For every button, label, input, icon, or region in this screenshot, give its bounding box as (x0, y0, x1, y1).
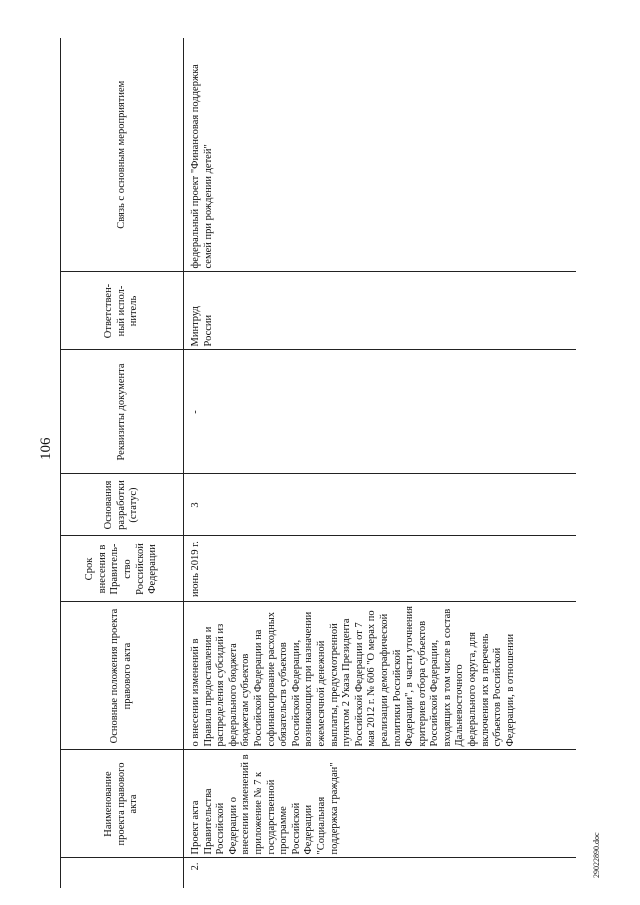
page-number: 106 (38, 437, 54, 460)
row-act-name: Проект акта Правительства Российской Федерации о внесении изменений в приложение № 7 к государственной программе Российской Федерации "Социальная поддержка граждан" (184, 750, 577, 858)
footer-document-code: 29022890.doc (592, 832, 601, 878)
row-basis: 3 (184, 474, 577, 536)
legal-acts-table (60, 38, 576, 888)
row-main-provisions: о внесении изменений в Правила предоставления и распределения субсидий из федерального бюджета бюджетам субъектов Российской Федерации на софинансирование расходных обязательств субъектов Российской Федерации, возникающих при назначении ежемесячной денежной выплаты, предусмотренной пунктом 2 Указа Президента Российской Федерации от 7 мая 2012 г. № 606 "О мерах по реализации демографической политики Российской Федерации", в части уточнения критериев отбора субъектов Российской Федерации, входящих в том числе в состав Дальневосточного федерального округа, для включения их в перечень субъектов Российской Федерации, в отношении (184, 602, 577, 750)
row-executor: Минтруд России (184, 272, 577, 350)
table-header-row (61, 38, 184, 888)
row-requisites: - (184, 350, 577, 474)
table-row (184, 38, 577, 888)
header-number (61, 858, 184, 888)
header-act-name: Наименование проекта правового акта (61, 750, 184, 858)
header-main-provisions: Основные положения проекта правового акта (61, 602, 184, 750)
header-executor: Ответствен-ный испол-нитель (61, 272, 184, 350)
table-rotation-wrapper (60, 38, 590, 888)
header-requisites: Реквизиты документа (61, 350, 184, 474)
row-number: 2. (190, 862, 201, 871)
header-basis: Основания разработки (статус) (61, 474, 184, 536)
header-deadline: Срок внесения в Правитель-ство Российской Федерации (61, 536, 184, 602)
row-link: федеральный проект "Финансовая поддержка семей при рождении детей" (184, 38, 577, 272)
row-deadline: июнь 2019 г. (184, 536, 577, 602)
header-link: Связь с основным мероприятием (61, 38, 184, 272)
